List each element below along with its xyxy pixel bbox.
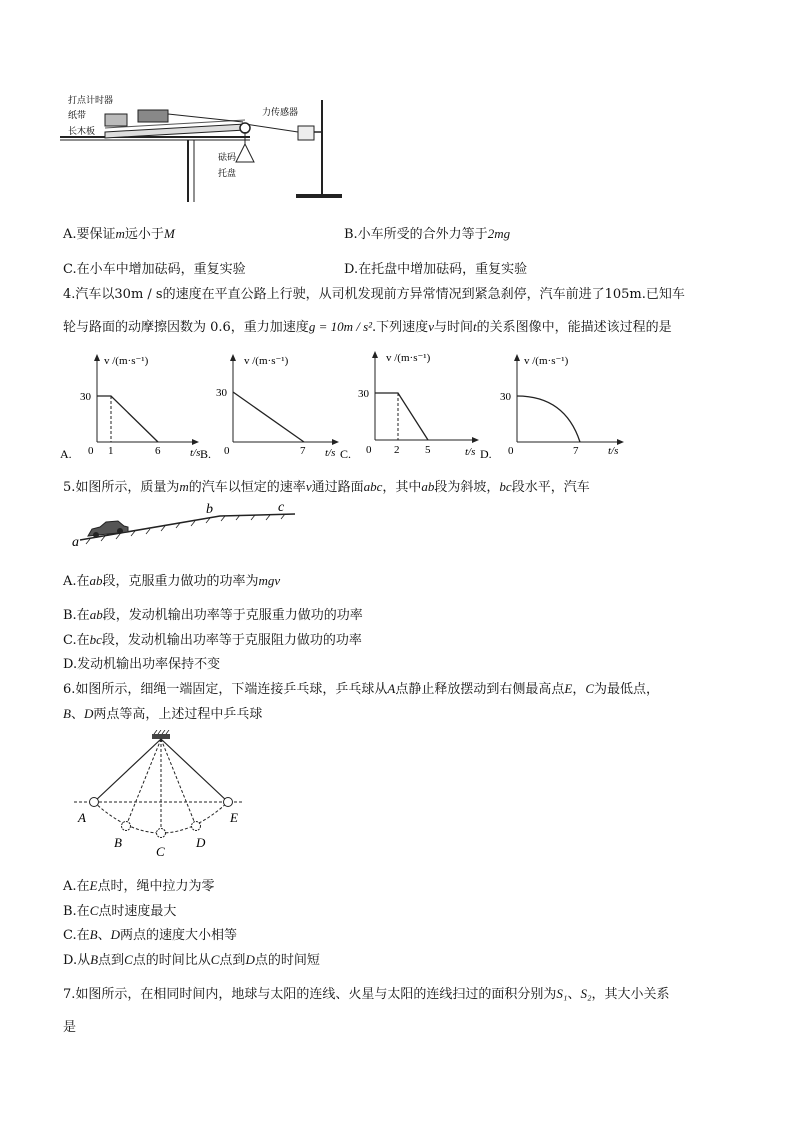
graph-c-xtick-1: 2 — [394, 444, 400, 456]
graph-d-letter: D. — [480, 447, 492, 461]
label-sensor: 力传感器 — [262, 107, 299, 117]
graph-c — [340, 345, 485, 462]
graph-c-xlabel: t/s — [465, 446, 476, 458]
q6-option-a: A.在E点时，绳中拉力为零 — [63, 878, 215, 894]
graph-c-xtick-2: 5 — [425, 444, 431, 456]
graph-a-letter: A. — [60, 447, 72, 461]
pendulum-label-b: B — [114, 835, 122, 850]
graph-b — [200, 350, 345, 462]
graph-b-curve — [233, 392, 304, 442]
q5-option-d: D.发动机输出功率保持不变 — [63, 657, 221, 672]
q3-option-d: D.在托盘中增加砝码，重复实验 — [344, 262, 528, 277]
q5-option-b: B.在ab段，发动机输出功率等于克服重力做功的功率 — [63, 607, 363, 623]
q7-stem-line2: 是 — [63, 1020, 77, 1035]
label-tray: 托盘 — [218, 168, 237, 178]
graph-a-curve — [97, 396, 158, 442]
graph-b-xlabel: t/s — [325, 447, 336, 459]
road-figure — [70, 498, 330, 548]
graph-b-letter: B. — [200, 447, 212, 461]
q7-stem-line1: 7.如图所示，在相同时间内，地球与太阳的连线、火星与太阳的连线扫过的面积分别为S₁、S₂，其大小关系 — [63, 986, 670, 1002]
pendulum-label-c: C — [156, 844, 165, 859]
graph-a-origin: 0 — [88, 445, 94, 457]
graph-b-origin: 0 — [224, 445, 230, 457]
graph-a-ylabel: v /(m·s⁻¹) — [104, 355, 149, 367]
pendulum-figure — [72, 730, 252, 862]
q3-option-c: C.在小车中增加砝码，重复实验 — [63, 262, 246, 277]
graph-d-origin: 0 — [508, 445, 514, 457]
pendulum-label-e: E — [230, 810, 238, 825]
q6-option-d: D.从B点到C点的时间比从C点到D点的时间短 — [63, 952, 320, 968]
q6-option-c: C.在B、D两点的速度大小相等 — [63, 927, 237, 943]
graph-d-xtick-1: 7 — [573, 445, 579, 457]
graph-a — [60, 350, 205, 462]
graph-c-ylabel: v /(m·s⁻¹) — [386, 352, 431, 364]
label-timer: 打点计时器 — [68, 95, 114, 105]
graph-d — [480, 350, 630, 462]
pendulum-label-d: D — [196, 835, 206, 850]
road-label-b: b — [206, 502, 213, 517]
graph-c-curve — [375, 393, 428, 440]
q6-stem-line2: B、D两点等高，上述过程中乒乓球 — [63, 706, 263, 722]
graph-a-xlabel: t/s — [190, 447, 201, 459]
graph-c-origin: 0 — [366, 444, 372, 456]
graph-d-xlabel: t/s — [608, 445, 619, 457]
q6-stem-line1: 6.如图所示，细绳一端固定，下端连接乒乓球，乒乓球从A点静止释放摆动到右侧最高点E，C为最低点， — [63, 681, 660, 697]
road-label-a: a — [72, 535, 79, 548]
graph-a-xtick-2: 6 — [155, 445, 161, 457]
graph-b-xtick-1: 7 — [300, 445, 306, 457]
q4-stem-line2: 轮与路面的动摩擦因数为 0.6，重力加速度g = 10m / s².下列速度v与时间t的关系图像中，能描述该过程的是 — [63, 319, 672, 335]
label-board: 长木板 — [68, 126, 96, 136]
graph-c-ytick: 30 — [358, 388, 369, 400]
pendulum-label-a: A — [78, 810, 86, 825]
graph-b-ytick: 30 — [216, 387, 227, 399]
label-weights: 砝码 — [218, 152, 237, 162]
graph-a-xtick-1: 1 — [108, 445, 114, 457]
q6-option-b: B.在C点时速度最大 — [63, 903, 177, 919]
graph-b-ylabel: v /(m·s⁻¹) — [244, 355, 289, 367]
road-label-c: c — [278, 500, 285, 515]
label-tape: 纸带 — [68, 110, 87, 120]
apparatus-figure — [60, 92, 350, 207]
graph-d-curve — [517, 396, 580, 442]
graph-a-ytick: 30 — [80, 391, 91, 403]
q3-option-a: A.要保证m远小于M — [63, 226, 175, 242]
graph-d-ytick: 30 — [500, 391, 511, 403]
graph-d-ylabel: v /(m·s⁻¹) — [524, 355, 569, 367]
q5-option-c: C.在bc段，发动机输出功率等于克服阻力做功的功率 — [63, 632, 362, 648]
q3-option-b: B.小车所受的合外力等于2mg — [344, 226, 511, 242]
q4-stem-line1: 4.汽车以30m / s的速度在平直公路上行驶，从司机发现前方异常情况到紧急刹停，汽车前进了105m.已知车 — [63, 287, 685, 302]
q5-option-a: A.在ab段，克服重力做功的功率为mgv — [63, 573, 281, 589]
graph-c-letter: C. — [340, 447, 352, 461]
q5-stem: 5.如图所示，质量为m的汽车以恒定的速率v通过路面abc，其中ab段为斜坡，bc段水平，汽车 — [63, 479, 590, 495]
